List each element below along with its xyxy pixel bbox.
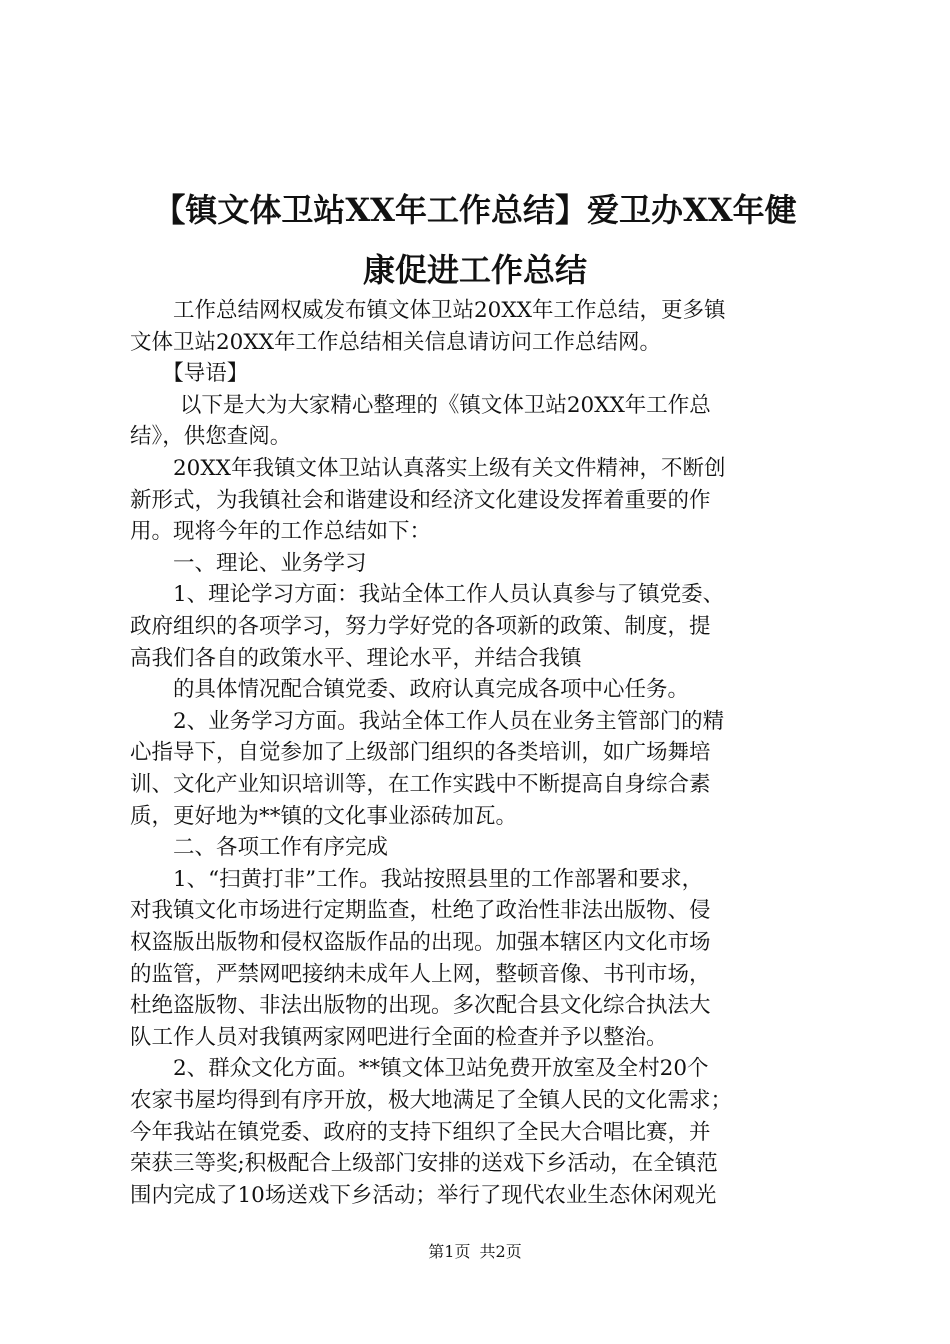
body-text-line: 高我们各自的政策水平、理论水平，并结合我镇 [130, 645, 582, 671]
body-text-line: 政府组织的各项学习，努力学好党的各项新的政策、制度，提 [130, 614, 711, 639]
body-text-line: 结》，供您查阅。 [130, 424, 292, 450]
body-text-line: 用。现将今年的工作总结如下： [130, 519, 432, 545]
document-title-line-1: 【镇文体卫站XX年工作总结】爱卫办XX年健 [153, 191, 797, 229]
body-text-line: 【导语】 [130, 361, 249, 387]
body-text-line: 训、文化产业知识培训等，在工作实践中不断提高自身综合素 [130, 772, 711, 797]
body-text-line: 心指导下，自觉参加了上级部门组织的各类培训，如广场舞培 [130, 740, 711, 766]
body-text-line: 以下是大为大家精心整理的《镇文体卫站20XX年工作总 [130, 392, 711, 418]
body-text-line: 工作总结网权威发布镇文体卫站20XX年工作总结，更多镇 [130, 298, 726, 323]
body-text-line: 一、理论、业务学习 [130, 550, 367, 576]
page-number-current: 第1页 [428, 1242, 471, 1261]
body-text-line: 2、业务学习方面。我站全体工作人员在业务主管部门的精 [130, 708, 725, 734]
body-text-line: 农家书屋均得到有序开放，极大地满足了全镇人民的文化需求； [130, 1088, 733, 1113]
body-text-line: 荣获三等奖;积极配合上级部门安排的送戏下乡活动，在全镇范 [130, 1151, 718, 1177]
body-text-line: 二、各项工作有序完成 [130, 835, 389, 861]
body-text-line: 围内完成了10场送戏下乡活动；举行了现代农业生态休闲观光 [130, 1182, 717, 1208]
body-text-line: 的具体情况配合镇党委、政府认真完成各项中心任务。 [130, 677, 690, 703]
body-text-line: 质，更好地为**镇的文化事业添砖加瓦。 [130, 803, 518, 829]
body-text-line: 1、理论学习方面：我站全体工作人员认真参与了镇党委、 [130, 582, 725, 608]
body-text-line: 队工作人员对我镇两家网吧进行全面的检查并予以整治。 [130, 1024, 668, 1050]
body-text-line: 权盗版出版物和侵权盗版作品的出现。加强本辖区内文化市场 [130, 930, 711, 955]
body-text-line: 今年我站在镇党委、政府的支持下组织了全民大合唱比赛，并 [130, 1119, 711, 1145]
page-number-total: 共2页 [479, 1242, 522, 1261]
page-footer [0, 1240, 950, 1264]
body-text-line: 的监管，严禁网吧接纳未成年人上网，整顿音像、书刊市场， [130, 961, 711, 987]
body-text-line: 杜绝盗版物、非法出版物的出现。多次配合县文化综合执法大 [130, 993, 711, 1019]
body-text-line: 文体卫站20XX年工作总结相关信息请访问工作总结网。 [130, 329, 661, 355]
body-text-line: 对我镇文化市场进行定期监查，杜绝了政治性非法出版物、侵 [130, 898, 711, 924]
body-text-line: 1、“扫黄打非”工作。我站按照县里的工作部署和要求， [130, 866, 704, 892]
body-text-line: 新形式，为我镇社会和谐建设和经济文化建设发挥着重要的作 [130, 487, 711, 513]
body-text-line: 20XX年我镇文体卫站认真落实上级有关文件精神，不断创 [130, 456, 726, 481]
document-title-line-2: 康促进工作总结 [362, 251, 587, 289]
body-text-line: 2、群众文化方面。**镇文体卫站免费开放室及全村20个 [130, 1056, 709, 1082]
